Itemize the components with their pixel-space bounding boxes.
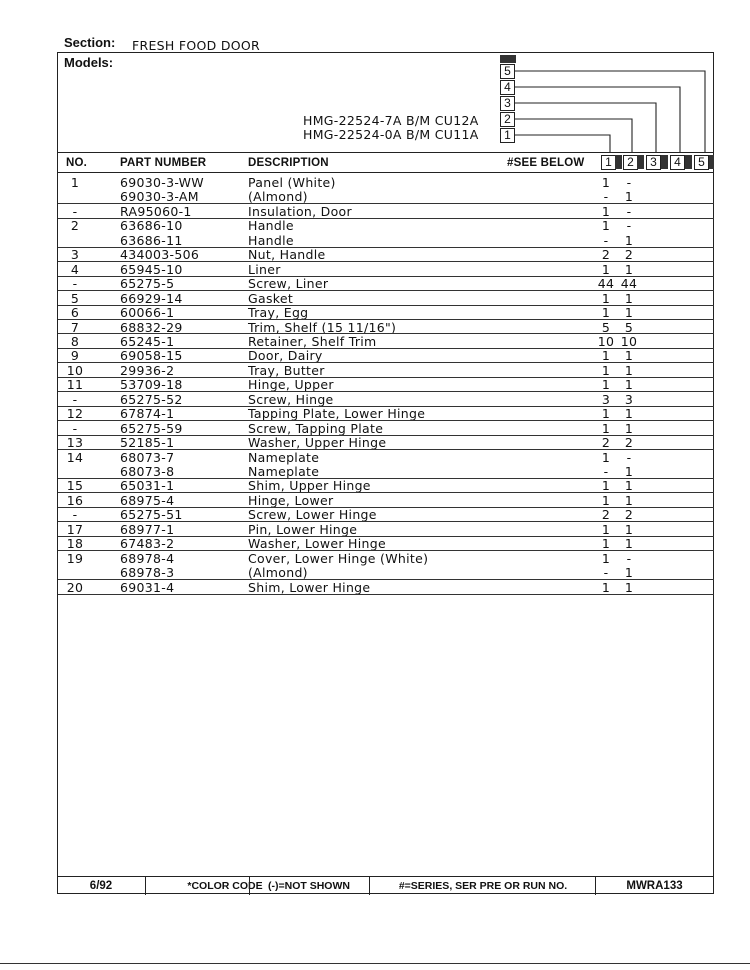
row-item-no: 12 bbox=[66, 406, 84, 422]
row-description: Washer, Lower Hinge bbox=[248, 536, 386, 552]
row-item-no: 5 bbox=[70, 290, 80, 306]
row-qty-model-1: 2 bbox=[601, 435, 611, 451]
footer-date: 6/92 bbox=[89, 880, 113, 892]
row-description: (Almond) bbox=[248, 189, 308, 205]
row-part-number: 29936-2 bbox=[120, 362, 175, 378]
model-line-1: HMG-22524-0A B/M CU11A bbox=[303, 127, 479, 142]
row-item-no: - bbox=[72, 391, 78, 407]
row-qty-model-1: 1 bbox=[601, 290, 611, 306]
row-part-number: 69030-3-WW bbox=[120, 175, 204, 190]
row-description: Nameplate bbox=[248, 464, 320, 479]
row-description: Tapping Plate, Lower Hinge bbox=[248, 406, 426, 422]
row-item-no: 7 bbox=[70, 319, 80, 335]
row-qty-model-1: 1 bbox=[601, 478, 611, 494]
row-qty-model-2: 1 bbox=[624, 521, 634, 537]
row-qty-model-1: 1 bbox=[601, 420, 611, 436]
row-qty-model-1: 3 bbox=[601, 391, 611, 407]
row-part-number: 67483-2 bbox=[120, 536, 175, 552]
row-description: Nut, Handle bbox=[248, 247, 326, 263]
row-qty-model-2: 1 bbox=[624, 492, 634, 508]
row-qty-model-2: 1 bbox=[624, 290, 634, 306]
footer-doc-id: MWRA133 bbox=[626, 880, 683, 892]
row-qty-model-1: 1 bbox=[601, 377, 611, 393]
row-qty-model-2: 1 bbox=[624, 478, 634, 494]
row-qty-model-2: - bbox=[626, 449, 632, 465]
models-label: Models: bbox=[64, 55, 114, 70]
row-description: Tray, Egg bbox=[248, 305, 309, 321]
row-qty-model-1: - bbox=[603, 464, 609, 479]
row-part-number: 434003-506 bbox=[120, 247, 200, 263]
row-qty-model-2: 3 bbox=[624, 391, 634, 407]
row-part-number: 60066-1 bbox=[120, 305, 175, 321]
row-part-number: 52185-1 bbox=[120, 435, 175, 451]
row-qty-model-2: 1 bbox=[624, 189, 634, 205]
col-shade-1 bbox=[615, 155, 622, 169]
row-qty-model-1: 1 bbox=[601, 536, 611, 552]
row-item-no: 8 bbox=[70, 333, 80, 349]
row-item-no: 20 bbox=[66, 579, 84, 595]
col-part-number: PART NUMBER bbox=[120, 157, 207, 169]
row-part-number: 68977-1 bbox=[120, 521, 175, 537]
section-label: Section: bbox=[64, 35, 116, 50]
col-shade-3 bbox=[661, 155, 668, 169]
row-description: Gasket bbox=[248, 290, 294, 306]
row-qty-model-1: - bbox=[603, 189, 609, 205]
row-part-number: 68978-3 bbox=[120, 565, 175, 581]
row-item-no: 11 bbox=[66, 377, 84, 393]
row-part-number: 65275-59 bbox=[120, 420, 183, 436]
row-qty-model-2: 1 bbox=[624, 261, 634, 277]
row-part-number: 65031-1 bbox=[120, 478, 175, 494]
row-qty-model-1: 1 bbox=[601, 362, 611, 378]
row-description: Handle bbox=[248, 218, 294, 234]
row-qty-model-2: 2 bbox=[624, 507, 634, 523]
row-item-no: 18 bbox=[66, 536, 84, 552]
row-description: Hinge, Upper bbox=[248, 377, 334, 393]
row-part-number: 67874-1 bbox=[120, 406, 175, 422]
row-description: Hinge, Lower bbox=[248, 492, 334, 508]
row-qty-model-1: 1 bbox=[601, 579, 611, 595]
row-part-number: 68832-29 bbox=[120, 319, 183, 335]
row-qty-model-2: 1 bbox=[624, 420, 634, 436]
row-part-number: 65275-5 bbox=[120, 276, 175, 292]
row-description: Liner bbox=[248, 261, 281, 277]
models-separator bbox=[57, 152, 714, 153]
row-item-no: - bbox=[72, 507, 78, 523]
row-qty-model-2: 1 bbox=[624, 536, 634, 552]
section-value: FRESH FOOD DOOR bbox=[132, 38, 261, 53]
series-box-1: 1 bbox=[500, 128, 515, 143]
row-description: Panel (White) bbox=[248, 175, 336, 190]
row-description: Door, Dairy bbox=[248, 348, 323, 364]
row-item-no: 2 bbox=[70, 218, 80, 234]
row-item-no: 14 bbox=[66, 449, 84, 465]
row-qty-model-2: 5 bbox=[624, 319, 634, 335]
row-description: Nameplate bbox=[248, 449, 320, 465]
footer-not-shown: (-)=NOT SHOWN bbox=[268, 880, 350, 892]
series-box-2: 2 bbox=[500, 112, 515, 127]
col-model-4: 4 bbox=[670, 155, 685, 170]
row-item-no: 13 bbox=[66, 435, 84, 451]
row-qty-model-2: 1 bbox=[624, 232, 634, 248]
row-qty-model-2: - bbox=[626, 175, 632, 190]
row-item-no: 19 bbox=[66, 550, 84, 566]
row-description: Shim, Lower Hinge bbox=[248, 579, 371, 595]
series-box-3: 3 bbox=[500, 96, 515, 111]
row-qty-model-1: 1 bbox=[601, 449, 611, 465]
col-model-5: 5 bbox=[694, 155, 709, 170]
row-qty-model-2: - bbox=[626, 218, 632, 234]
row-part-number: 53709-18 bbox=[120, 377, 183, 393]
row-part-number: 65275-52 bbox=[120, 391, 183, 407]
row-qty-model-1: 1 bbox=[601, 550, 611, 566]
col-no: NO. bbox=[66, 157, 88, 169]
row-qty-model-1: 1 bbox=[601, 261, 611, 277]
row-description: Handle bbox=[248, 232, 294, 248]
row-qty-model-1: 10 bbox=[597, 333, 615, 349]
row-qty-model-1: 1 bbox=[601, 218, 611, 234]
col-model-3: 3 bbox=[646, 155, 661, 170]
row-qty-model-1: 5 bbox=[601, 319, 611, 335]
row-description: Screw, Liner bbox=[248, 276, 329, 292]
row-description: Screw, Hinge bbox=[248, 391, 334, 407]
col-shade-2 bbox=[637, 155, 644, 169]
row-qty-model-1: 1 bbox=[601, 492, 611, 508]
row-description: Washer, Upper Hinge bbox=[248, 435, 387, 451]
row-part-number: 68073-7 bbox=[120, 449, 175, 465]
row-description: Trim, Shelf (15 11/16") bbox=[248, 319, 397, 335]
footer-bar bbox=[57, 876, 714, 895]
col-see-below: #SEE BELOW bbox=[507, 157, 585, 169]
series-leader-lines bbox=[0, 0, 750, 175]
col-shade-4 bbox=[685, 155, 692, 169]
row-item-no: - bbox=[72, 203, 78, 219]
row-part-number: 69031-4 bbox=[120, 579, 175, 595]
footer-color-code: *COLOR CODE bbox=[187, 880, 263, 892]
row-qty-model-2: 1 bbox=[624, 305, 634, 321]
model-line-2: HMG-22524-7A B/M CU12A bbox=[303, 113, 479, 128]
row-part-number: 66929-14 bbox=[120, 290, 183, 306]
row-qty-model-2: 2 bbox=[624, 247, 634, 263]
row-item-no: 10 bbox=[66, 362, 84, 378]
row-description: Retainer, Shelf Trim bbox=[248, 333, 377, 349]
row-part-number: 65245-1 bbox=[120, 333, 175, 349]
row-description: Tray, Butter bbox=[248, 362, 325, 378]
row-description: Insulation, Door bbox=[248, 203, 352, 219]
row-qty-model-2: - bbox=[626, 203, 632, 219]
row-qty-model-2: 1 bbox=[624, 362, 634, 378]
row-qty-model-2: 1 bbox=[624, 377, 634, 393]
footer-series-note: #=SERIES, SER PRE OR RUN NO. bbox=[398, 880, 568, 892]
column-header-separator bbox=[57, 172, 714, 173]
row-description: Screw, Tapping Plate bbox=[248, 420, 384, 436]
row-qty-model-2: 2 bbox=[624, 435, 634, 451]
row-description: Cover, Lower Hinge (White) bbox=[248, 550, 429, 566]
row-item-no: 1 bbox=[70, 175, 80, 190]
row-part-number: 68978-4 bbox=[120, 550, 175, 566]
col-model-2: 2 bbox=[623, 155, 638, 170]
row-part-number: 69030-3-AM bbox=[120, 189, 199, 205]
row-qty-model-1: - bbox=[603, 565, 609, 581]
row-part-number: 69058-15 bbox=[120, 348, 183, 364]
row-item-no: - bbox=[72, 420, 78, 436]
row-qty-model-1: 1 bbox=[601, 521, 611, 537]
row-part-number: 63686-11 bbox=[120, 232, 183, 248]
row-qty-model-2: 1 bbox=[624, 348, 634, 364]
row-part-number: 65275-51 bbox=[120, 507, 183, 523]
page-bottom-rule bbox=[0, 963, 750, 964]
row-part-number: 63686-10 bbox=[120, 218, 183, 234]
row-part-number: 65945-10 bbox=[120, 261, 183, 277]
row-item-no: 3 bbox=[70, 247, 80, 263]
row-qty-model-1: 1 bbox=[601, 348, 611, 364]
row-item-no: 6 bbox=[70, 305, 80, 321]
row-item-no: 4 bbox=[70, 261, 80, 277]
row-qty-model-2: 1 bbox=[624, 579, 634, 595]
row-description: Screw, Lower Hinge bbox=[248, 507, 377, 523]
col-model-1: 1 bbox=[601, 155, 616, 170]
row-qty-model-1: 2 bbox=[601, 247, 611, 263]
row-qty-model-2: 1 bbox=[624, 565, 634, 581]
col-shade-5 bbox=[709, 155, 714, 169]
row-qty-model-2: - bbox=[626, 550, 632, 566]
series-box-4: 4 bbox=[500, 80, 515, 95]
series-box-5: 5 bbox=[500, 64, 515, 79]
row-qty-model-2: 1 bbox=[624, 406, 634, 422]
row-qty-model-1: 1 bbox=[601, 406, 611, 422]
row-underline bbox=[58, 594, 714, 595]
row-part-number: 68073-8 bbox=[120, 464, 175, 479]
row-qty-model-2: 10 bbox=[620, 333, 638, 349]
row-item-no: - bbox=[72, 276, 78, 292]
row-item-no: 17 bbox=[66, 521, 84, 537]
row-item-no: 15 bbox=[66, 478, 84, 494]
row-description: Shim, Upper Hinge bbox=[248, 478, 371, 494]
row-description: (Almond) bbox=[248, 565, 308, 581]
row-qty-model-2: 1 bbox=[624, 464, 634, 479]
row-qty-model-1: - bbox=[603, 232, 609, 248]
row-qty-model-2: 44 bbox=[620, 276, 638, 292]
row-item-no: 16 bbox=[66, 492, 84, 508]
row-qty-model-1: 44 bbox=[597, 276, 615, 292]
row-qty-model-1: 1 bbox=[601, 305, 611, 321]
row-qty-model-1: 2 bbox=[601, 507, 611, 523]
row-qty-model-1: 1 bbox=[601, 175, 611, 190]
col-description: DESCRIPTION bbox=[248, 157, 329, 169]
row-part-number: RA95060-1 bbox=[120, 203, 192, 219]
row-part-number: 68975-4 bbox=[120, 492, 175, 508]
row-qty-model-1: 1 bbox=[601, 203, 611, 219]
row-description: Pin, Lower Hinge bbox=[248, 521, 358, 537]
row-item-no: 9 bbox=[70, 348, 80, 364]
